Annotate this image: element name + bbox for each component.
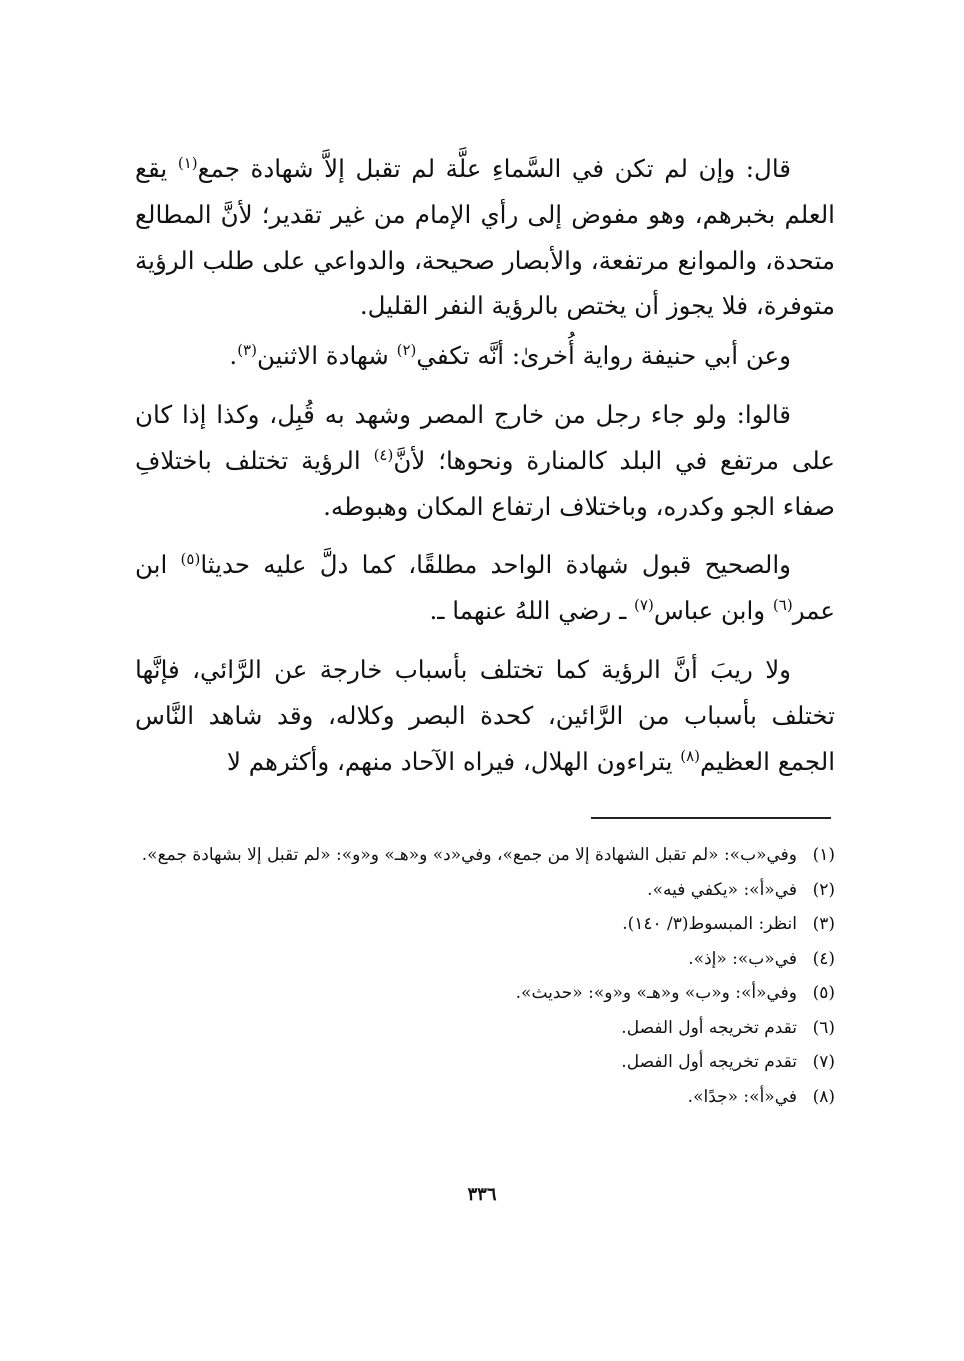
footnote-number: (٥): [812, 983, 835, 1003]
footnote-text: تقدم تخريجه أول الفصل.: [621, 1017, 797, 1038]
footnote-text: في«أ»: «جدًا».: [687, 1086, 797, 1107]
footnote: [135, 907, 835, 942]
footnote-ref: (٥): [180, 550, 201, 569]
footnote-text: في«أ»: «يكفي فيه».: [647, 879, 797, 900]
footnote-ref: (١): [177, 153, 198, 172]
text-run: يقع العلم بخبرهم، وهو مفوض إلى رأي الإمام من غير تقدير؛ لأنَّ المطالع متحدة، والموانع مرتفعة، والأبصار صحيحة، والدواعي على طلب الرؤية متوفرة، فلا يجوز أن يختص بالرؤية النفر القليل.: [135, 154, 835, 321]
footnote-ref: (٢): [396, 341, 417, 360]
footnote-ref: (٨): [680, 746, 701, 765]
text-run: ولا ريبَ أنَّ الرؤية كما تختلف بأسباب خارجة عن الرَّائي، فإنَّها تختلف بأسباب من الرَّائين، كحدة البصر وكلاله، وقد شاهد النَّاس الجمع العظيم: [135, 654, 835, 776]
paragraph: [135, 542, 835, 634]
footnote: [135, 976, 835, 1011]
footnote-text: تقدم تخريجه أول الفصل.: [621, 1052, 797, 1072]
text-run: شهادة الاثنين: [256, 341, 397, 371]
text-run: .: [229, 341, 238, 371]
text-run: والصحيح قبول شهادة الواحد مطلقًا، كما دلَّ عليه حديثا: [200, 550, 791, 580]
footnote: [135, 1045, 835, 1080]
footnote-number: (٨): [812, 1086, 835, 1107]
footnote-number: (٤): [812, 948, 835, 969]
footnote-number: (٣): [812, 914, 835, 934]
page-number: ٣٣٦: [467, 1184, 497, 1205]
footnotes: [135, 838, 835, 1114]
footnote-text: وفي«أ»: و«ب» و«هـ» و«و»: «حديث».: [515, 983, 797, 1003]
paragraph: [135, 647, 835, 784]
text-run: ابن عمر: [135, 550, 835, 626]
footnote-divider: [591, 817, 831, 819]
text-run: وعن أبي حنيفة رواية أُخرىٰ: أنَّه تكفي: [416, 341, 791, 371]
footnote-ref: (٧): [634, 596, 654, 615]
footnote-number: (٦): [812, 1017, 835, 1038]
footnote-text: انظر: المبسوط(٣/ ١٤٠).: [622, 914, 797, 934]
footnote-text: في«ب»: «إذ».: [688, 948, 797, 969]
paragraph: [135, 333, 835, 379]
footnote-number: (٧): [812, 1052, 835, 1072]
text-run: قال: وإن لم تكن في السَّماءِ علَّة لم تقبل إلاَّ شهادة جمع: [197, 154, 791, 183]
footnote-number: (٢): [812, 879, 835, 900]
text-run: ـ رضي اللهُ عنهما ـ.: [429, 596, 635, 626]
text-run: الرؤية تختلف باختلافِ صفاء الجو وكدره، وباختلاف ارتفاع المكان وهبوطه.: [135, 445, 835, 521]
footnote: [135, 873, 835, 908]
footnote-text: وفي«ب»: «لم تقبل الشهادة إلا من جمع»، وفي«د» و«هـ» و«و»: «لم تقبل إلا بشهادة جمع».: [141, 845, 797, 865]
text-run: وابن عباس: [653, 596, 773, 626]
footnote: [135, 1011, 835, 1046]
footnote: [135, 1080, 835, 1115]
main-text: [135, 146, 835, 797]
text-run: قالوا: ولو جاء رجل من خارج المصر وشهد به قُبِل، وكذا إذا كان على مرتفع في البلد كالمنارة ونحوها؛ لأنَّ: [135, 399, 835, 475]
footnote: [135, 942, 835, 977]
footnote-ref: (٦): [772, 596, 793, 615]
text-run: يتراءون الهلال، فيراه الآحاد منهم، وأكثرهم لا: [226, 746, 681, 776]
paragraph: [135, 392, 835, 529]
paragraph: [135, 146, 835, 329]
footnote-ref: (٣): [237, 341, 257, 360]
footnote: [135, 838, 835, 873]
footnote-ref: (٤): [373, 445, 394, 464]
footnote-number: (١): [812, 845, 835, 865]
